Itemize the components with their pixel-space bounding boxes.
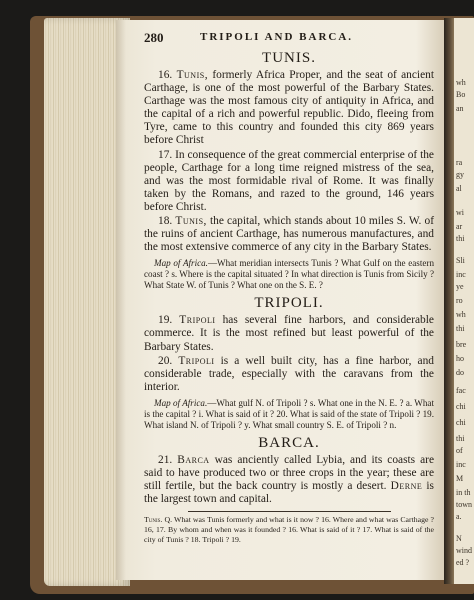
- section-title-tripoli: TRIPOLI.: [254, 295, 324, 312]
- next-page-fragment: in th: [456, 488, 471, 497]
- next-page-fragment: ho: [456, 354, 464, 363]
- next-page-fragment: al: [456, 184, 462, 193]
- next-page-edge: [454, 18, 474, 584]
- next-page-fragment: wh: [456, 310, 466, 319]
- book-gutter: [444, 18, 454, 584]
- next-page-fragment: inc: [456, 270, 466, 279]
- next-page-fragment: N: [456, 534, 462, 543]
- next-page-fragment: wh: [456, 78, 466, 87]
- next-page-fragment: inc: [456, 460, 466, 469]
- next-page-fragment: chi: [456, 418, 466, 427]
- paragraph-20: [144, 355, 434, 394]
- paragraph-16: [144, 69, 434, 148]
- lead-word: Tripoli: [179, 314, 216, 327]
- section-title-tunis: TUNIS.: [262, 50, 316, 66]
- footnote: [144, 515, 434, 545]
- next-page-fragment: wi: [456, 208, 464, 217]
- next-page-fragment: thi: [456, 234, 465, 243]
- page-heading: TRIPOLI AND BARCA.: [200, 31, 354, 43]
- map-questions-label: Map of Africa.: [154, 258, 208, 269]
- next-page-fragment: Bo: [456, 90, 466, 99]
- next-page-fragment: gy: [456, 170, 464, 179]
- paragraph-text: was anciently called Lybia, and its coasts are said to have produced two or three crops in the year; these are still fertile, but the back country is mostly a desert.: [144, 453, 435, 493]
- paragraph-number: 20.: [158, 354, 173, 367]
- paragraph-text: is the largest town and capital.: [144, 480, 434, 506]
- lead-word: Barca: [177, 453, 210, 466]
- next-page-fragment: ye: [456, 282, 464, 291]
- next-page-fragment: Sli: [456, 256, 465, 265]
- next-page-fragment: M: [456, 474, 464, 483]
- next-page-fragment: ar: [456, 222, 463, 231]
- footnote-text: Q. What was Tunis formerly and what is it now ? 16. Where and what was Carthage ? 16, 17. By whom and when was it founded ? 16. What is said of it ? 17. What is said of the city of Tunis ? 18. Tripoli ? 19.: [144, 515, 434, 545]
- book-page: [116, 20, 444, 580]
- next-page-fragment: bre: [456, 340, 467, 349]
- map-questions-label: Map of Africa.: [154, 397, 208, 408]
- paragraph-number: 21.: [158, 453, 173, 466]
- paragraph-text: the capital, which stands about 10 miles S. W. of the ruins of ancient Carthage, has numerous manufactures, and the most extensive commerce of any city in the Barbary States.: [144, 215, 434, 254]
- paragraph-text: In consequence of the great commercial enterprise of the people, Carthage for a long time reigned mistress of the sea, and was the most formidable rival of Rome. It was finally taken by the Romans, and razed to the ground, 146 years before Christ.: [144, 148, 434, 213]
- next-page-fragment: ro: [456, 296, 463, 305]
- paragraph-number: 16.: [158, 69, 173, 81]
- next-page-fragment: fac: [456, 386, 466, 395]
- lead-word: Tunis,: [175, 215, 207, 228]
- paragraph-text: has several fine harbors, and considerable commerce. It is the most refined but least powerful of the Barbary States.: [144, 314, 434, 353]
- paragraph-number: 19.: [158, 314, 173, 327]
- paragraph-17: [144, 149, 434, 214]
- map-questions-text: —What meridian intersects Tunis ? What Gulf on the eastern coast ? s. Where is the capital situated ? In what direction is Tunis from Sicily ? What State W. of Tunis ? What one on the S. E. ?: [144, 258, 434, 291]
- paragraph-number: 17.: [158, 148, 173, 161]
- paragraph-19: [144, 314, 434, 353]
- lead-word: Tripoli: [178, 354, 215, 367]
- page-number: 280: [144, 30, 164, 45]
- next-page-fragment: wind: [456, 546, 472, 555]
- footnote-rule: [188, 511, 391, 512]
- next-page-fragment: chi: [456, 402, 466, 411]
- paragraph-text: is a well built city, has a fine harbor, and considerable trade, especially with the caravans from the interior.: [144, 354, 434, 393]
- map-questions-tunis: [144, 258, 434, 291]
- map-questions-text: —What gulf N. of Tripoli ? s. What one in the N. E. ? a. What is the capital ? i. What is said of it ? 20. What is said of the state of Tripoli ? 19. What island N. of Tripoli ? y. What small country S. E. of Tripoli ? n.: [144, 397, 434, 430]
- next-page-fragment: town: [456, 500, 472, 509]
- next-page-fragment: of: [456, 446, 463, 455]
- paragraph-18: [144, 215, 434, 254]
- next-page-fragment: thi: [456, 324, 465, 333]
- next-page-fragment: a.: [456, 512, 462, 521]
- lead-word: Tunis,: [176, 69, 209, 81]
- paragraph-text: formerly Africa Proper, and the seat of ancient Carthage, is one of the most powerful of the Barbary States. Carthage was the most famous city of antiquity in Africa, and the capital of a rich and powerful republic. Dido, fleeing from Tyre, came to this country and founded this city 869 years before Christ: [144, 69, 434, 147]
- paragraph-number: 18.: [158, 215, 173, 228]
- lead-word: Derne: [390, 480, 423, 493]
- page-content: [144, 30, 434, 545]
- next-page-fragment: an: [456, 104, 464, 113]
- next-page-fragment: ra: [456, 158, 463, 167]
- next-page-fragment: do: [456, 368, 464, 377]
- map-questions-tripoli: [144, 398, 434, 431]
- section-title-barca: BARCA.: [258, 434, 320, 451]
- footnote-label: Tunis.: [144, 515, 163, 525]
- next-page-fragment: thi: [456, 434, 465, 443]
- running-head: [144, 30, 434, 48]
- next-page-fragment: ed ?: [456, 558, 470, 567]
- paragraph-21: [144, 454, 434, 506]
